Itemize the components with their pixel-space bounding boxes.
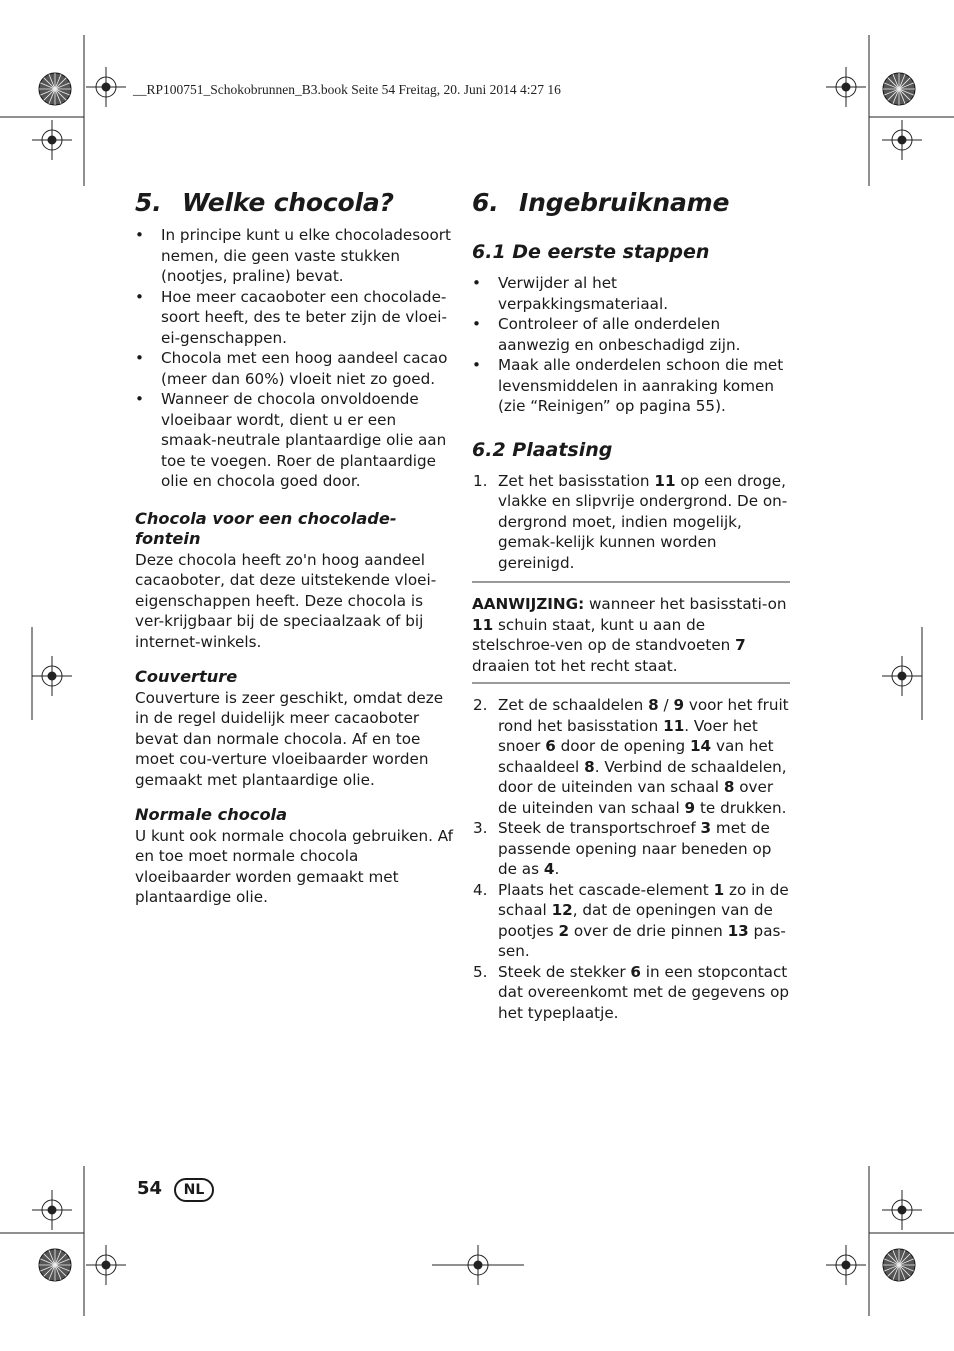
right-column (472, 186, 790, 1023)
subheading-first-steps: 6.1 De eerste stappen (472, 241, 710, 263)
list-item: • Hoe meer cacaoboter een chocolade-soort heeft, des te beter zijn de vloei-ei-genschappen. (135, 287, 447, 347)
subheading-fountain-chocolate: Chocola voor een chocolade-fontein (135, 508, 397, 548)
list-item: • Controleer of alle onderdelen aanwezig en onbeschadigd zijn. (472, 315, 741, 354)
note-label: AANWIJZING: (472, 595, 585, 613)
note-box (472, 581, 790, 684)
list-item: • Chocola met een hoog aandeel cacao (meer dan 60%) vloeit niet zo goed. (135, 349, 448, 388)
list-item: 1. Zet het basisstation 11 op een droge, vlakke en slipvrije ondergrond. De on-dergrond moet, indien mogelijk, gemak-kelijk kunnen worden gereinigd. (473, 471, 788, 572)
list-item: 4. Plaats het cascade-element 1 zo in de schaal 12, dat de openingen van de pootjes 2 over de drie pinnen 13 pas-sen. (473, 880, 789, 960)
list-item: 5. Steek de stekker 6 in een stopcontact dat overeenkomt met de gegevens op het typeplaatje. (473, 962, 790, 1022)
page-number: 54 (137, 1178, 163, 1199)
placement-steps-2 (472, 695, 790, 1023)
list-item: 3. Steek de transportschroef 3 met de passende opening naar beneden op de as 4. (473, 819, 772, 878)
list-item: • Maak alle onderdelen schoon die met levensmiddelen in aanraking komen (zie “Reinigen” op pagina 55). (472, 356, 784, 415)
subheading-couverture: Couverture (135, 667, 238, 686)
paragraph-fountain-chocolate: Deze chocola heeft zo'n hoog aandeel cacaoboter, dat deze uitstekende vloei-eigenschappen heeft. Deze chocola is ver-krijgbaar bij de speciaalzaak of bij internet-winkels. (135, 550, 437, 651)
paragraph-normal-chocolate: U kunt ook normale chocola gebruiken. Af en toe moet normale chocola vloeibaarder worden gemaakt met plantaardige olie. (135, 826, 453, 906)
note-text: AANWIJZING: wanneer het basisstati-on 11 schuin staat, kunt u aan de stelschroe-ven op de standvoeten 7 draaien tot het recht staat. (472, 595, 787, 675)
section-5-heading: 5. Welke chocola? (135, 188, 394, 217)
left-column (135, 186, 453, 908)
list-item: • In principe kunt u elke chocoladesoort nemen, die geen vaste stukken (nootjes, praline) bevat. (135, 226, 451, 285)
section-6-heading: 6. Ingebruikname (472, 188, 730, 217)
subheading-normal-chocolate: Normale chocola (135, 805, 288, 824)
language-badge: NL (174, 1178, 214, 1202)
chocolate-bullet-list (135, 225, 453, 492)
list-item: 2. Zet de schaaldelen 8 / 9 voor het fruit rond het basisstation 11. Voer het snoer 6 door de opening 14 van het schaaldeel 8. Verbind de schaaldelen, door de uiteinden van schaal 8 over de uiteinden van schaal 9 te drukken. (473, 696, 789, 817)
paragraph-couverture: Couverture is zeer geschikt, omdat deze in de regel duidelijk meer cacaoboter bevat dan normale chocola. Af en toe moet cou-verture vloeibaarder worden gemaakt met plantaardige olie. (135, 688, 444, 789)
first-steps-list (472, 273, 790, 417)
placement-steps-1 (472, 471, 790, 574)
list-item: • Verwijder al het verpakkingsmateriaal. (472, 274, 669, 313)
list-item: • Wanneer de chocola onvoldoende vloeibaar wordt, dient u er een smaak-neutrale plantaardige olie aan toe te voegen. Roer de plantaardige olie en chocola goed door. (135, 390, 447, 490)
subheading-placement: 6.2 Plaatsing (472, 438, 613, 461)
file-header: __RP100751_Schokobrunnen_B3.book Seite 54 Freitag, 20. Juni 2014 4:27 16 (133, 82, 561, 97)
